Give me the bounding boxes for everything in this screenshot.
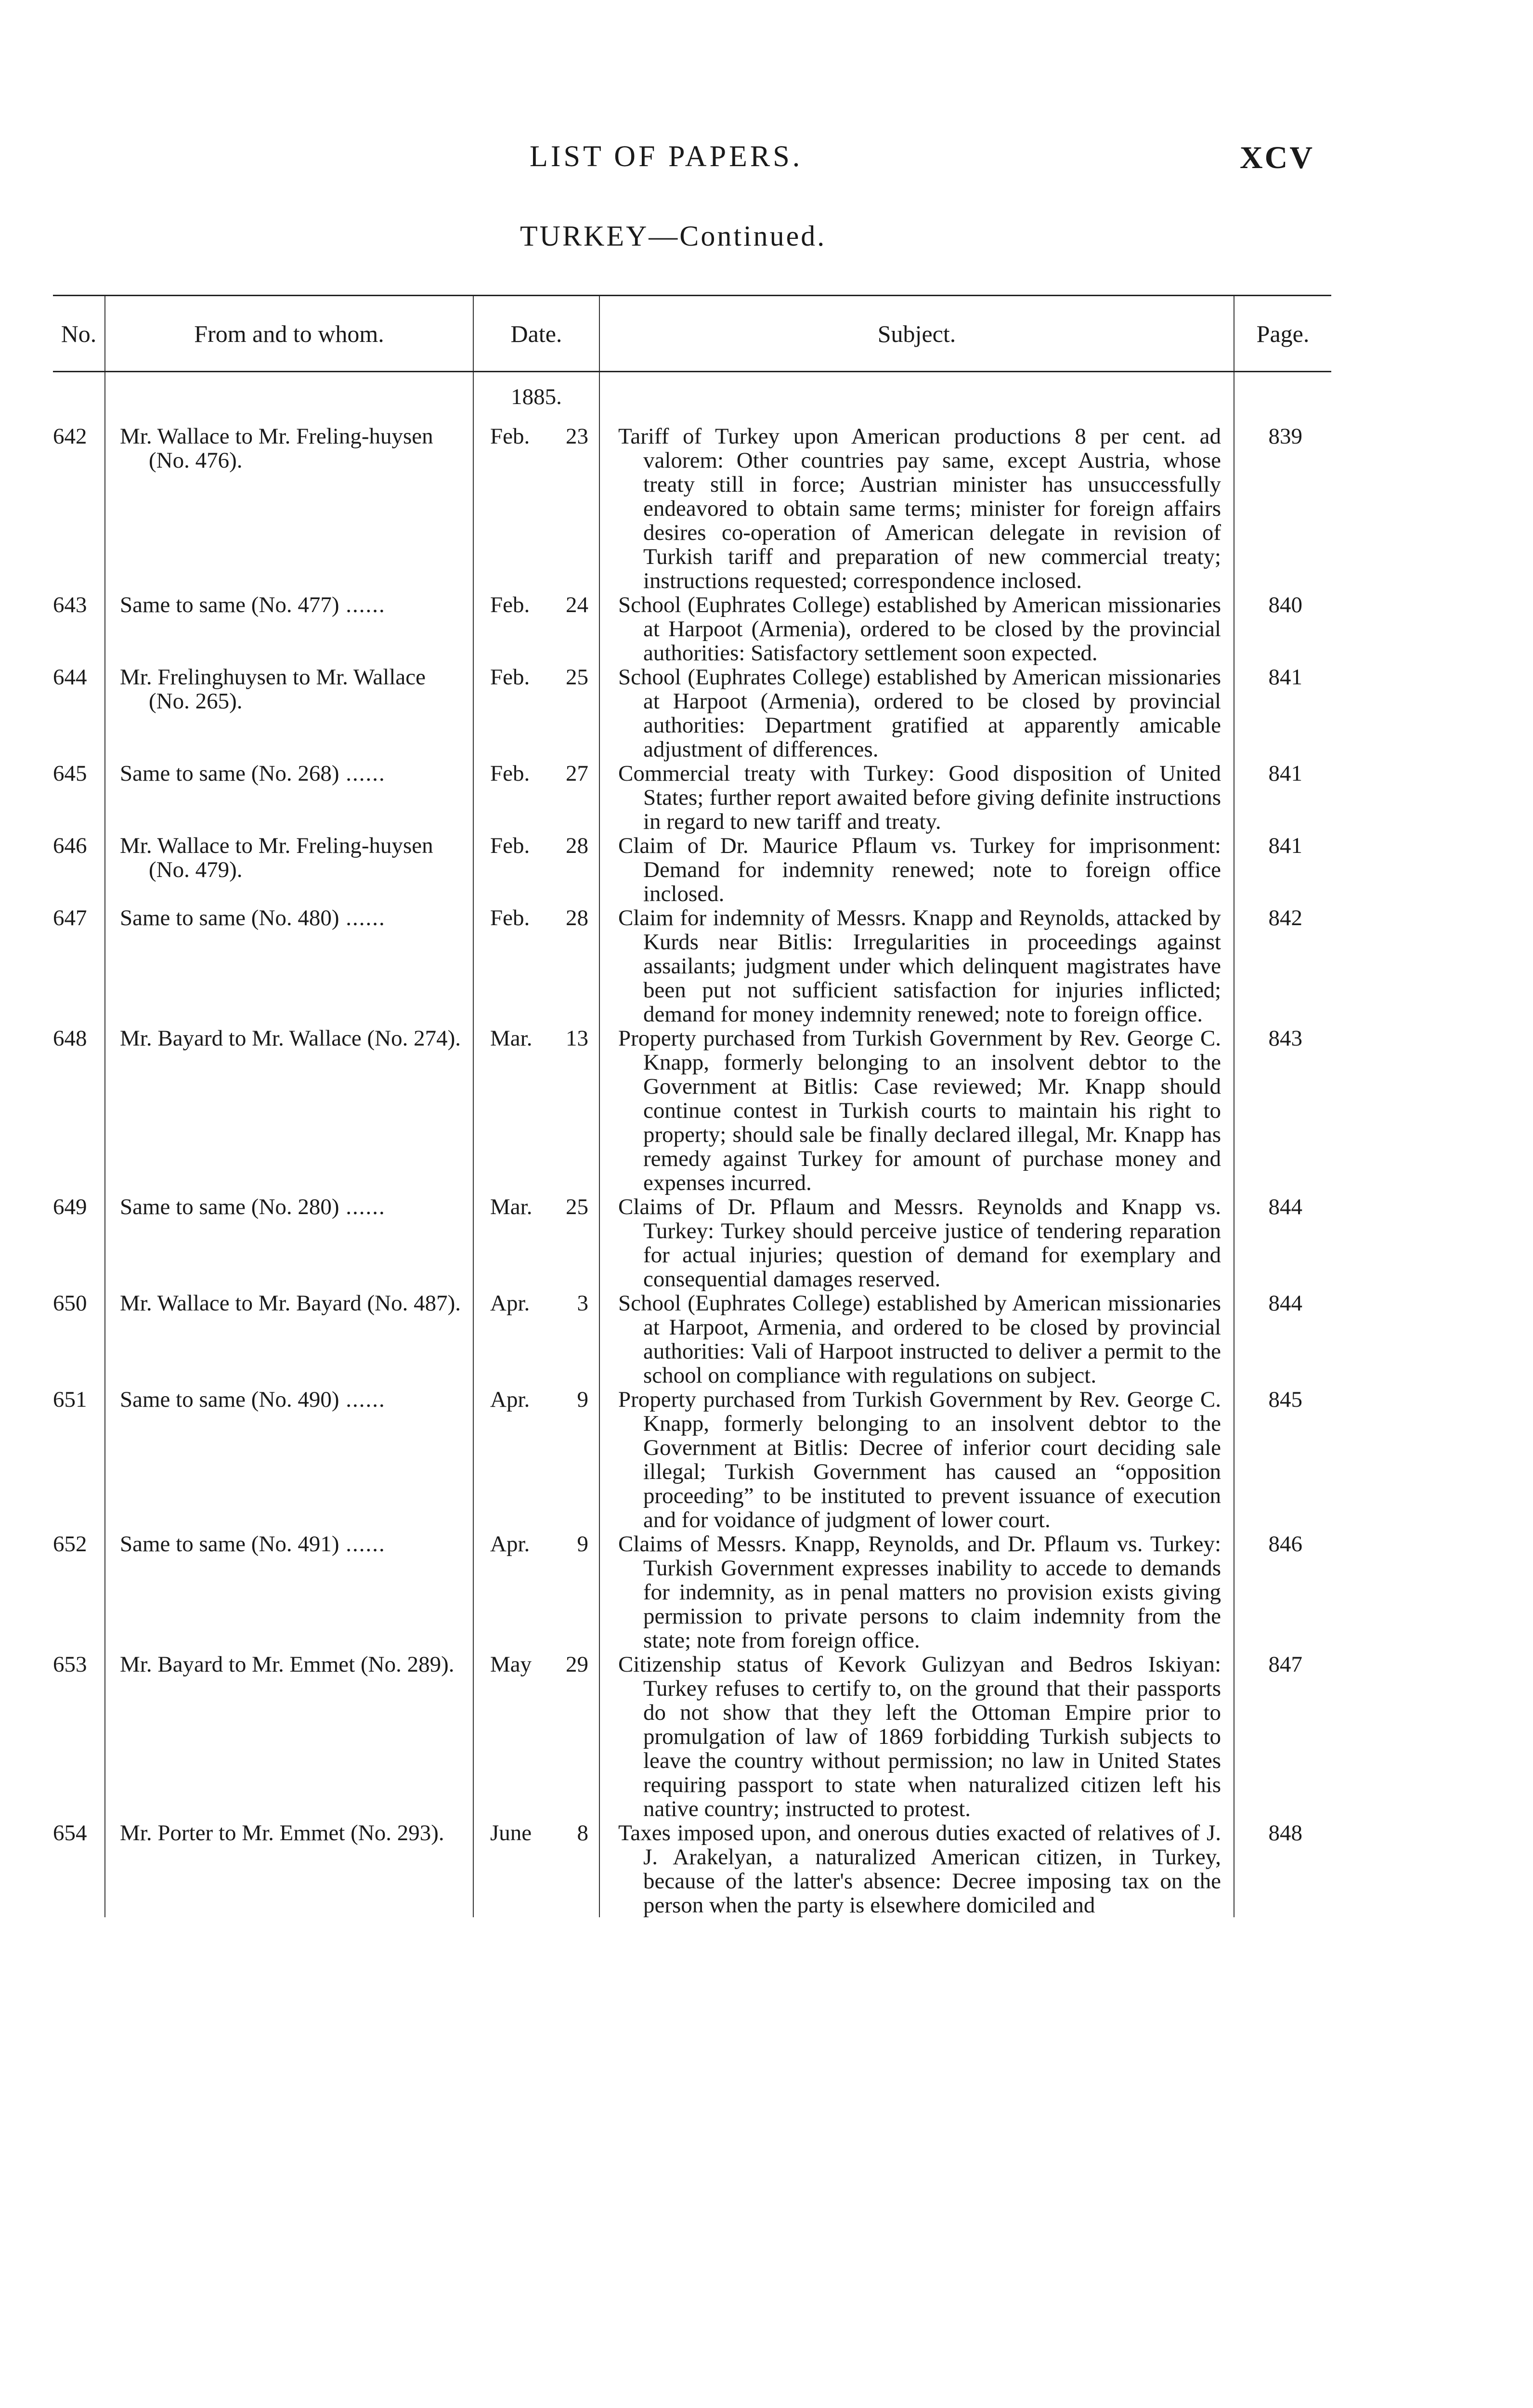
section-title: TURKEY—Continued.: [520, 220, 827, 252]
entry-date: [473, 761, 599, 834]
entry-subject-text: Claims of Dr. Pflaum and Messrs. Reynolds and Knapp vs. Turkey: Turkey should perceive justice of tendering reparation for actual injuries; question of demand for exemplary and consequential damages reserved.: [618, 1194, 1221, 1292]
entry-from-text: Mr. Wallace to Mr. Bayard (No. 487).: [120, 1291, 461, 1316]
entry-from-text: Mr. Wallace to Mr. Freling-huysen (No. 476).: [120, 424, 433, 473]
entry-subject-text: Tariff of Turkey upon American productions 8 per cent. ad valorem: Other countries pay same, except Austria, whose treaty still in force; Austrian minister has unsuccessfully endeavored to obtain same terms; minister for foreign affairs desires co-operation of American delegate in revision of Turkish tariff and preparation of new commercial treaty; instructions requested; correspondence inclosed.: [618, 424, 1221, 593]
entry-number: 646: [53, 833, 87, 858]
table-row: [53, 424, 1331, 593]
entry-number: 647: [53, 905, 87, 930]
entry-from-text: Same to same (No. 480) ......: [120, 906, 464, 930]
entry-page: 845: [1234, 1387, 1331, 1532]
entry-day: 13: [566, 1026, 588, 1051]
entry-number: 654: [53, 1820, 87, 1845]
entry-subject-text: Citizenship status of Kevork Gulizyan and Bedros Iskiyan: Turkey refuses to certify to, on the ground that their passports do not show that they left the Ottoman Empire prior to promulgation of law of 1869 forbidding Turkish subjects to leave the country without permission; no law in United States requiring passport to state when naturalized citizen left his native country; instructed to protest.: [618, 1652, 1221, 1821]
table-row: [53, 1291, 1331, 1387]
entry-from-text: Same to same (No. 490) ......: [120, 1387, 464, 1412]
table-row: [53, 1532, 1331, 1652]
entry-month: Feb.: [490, 833, 530, 858]
entry-subject-text: Claims of Messrs. Knapp, Reynolds, and Dr. Pflaum vs. Turkey: Turkish Government expresses inability to accede to demands for indemnity, as in penal matters no provision exists giving permission to private persons to claim indemnity from the state; note from foreign office.: [618, 1531, 1221, 1653]
entry-day: 3: [577, 1291, 588, 1316]
entry-number: 652: [53, 1531, 87, 1557]
entry-from-text: Mr. Wallace to Mr. Freling-huysen (No. 479).: [120, 833, 433, 882]
entry-from-text: Same to same (No. 477) ......: [120, 593, 464, 617]
entry-date: [473, 1652, 599, 1821]
entry-page: 848: [1234, 1821, 1331, 1917]
column-header-subject: Subject.: [599, 296, 1234, 372]
entry-from: [105, 424, 473, 593]
year-label: 1885.: [473, 372, 599, 425]
entry-number: 644: [53, 665, 87, 690]
entry-day: 24: [566, 592, 588, 617]
column-header-no: No.: [53, 296, 105, 372]
entry-subject-text: School (Euphrates College) established by American missionaries at Harpoot (Armenia), ordered to be closed by the provincial authorities: Satisfactory settlement soon expected.: [618, 592, 1221, 666]
entry-from: [105, 1652, 473, 1821]
entry-day: 25: [566, 1194, 588, 1219]
entry-number: 645: [53, 761, 87, 786]
entry-from: [105, 1387, 473, 1532]
entry-from: [105, 1821, 473, 1917]
entry-from: [105, 761, 473, 834]
entry-page: 847: [1234, 1652, 1331, 1821]
entry-page: 844: [1234, 1291, 1331, 1387]
entry-from-text: Mr. Porter to Mr. Emmet (No. 293).: [120, 1820, 444, 1845]
table-row: [53, 1821, 1331, 1917]
entry-number: 650: [53, 1291, 87, 1316]
entry-subject: [599, 1532, 1234, 1652]
column-header-from: From and to whom.: [105, 296, 473, 372]
entry-subject-text: Commercial treaty with Turkey: Good disposition of United States; further report awaited before giving definite instructions in regard to new tariff and treaty.: [618, 761, 1221, 834]
entry-subject-text: Claim for indemnity of Messrs. Knapp and Reynolds, attacked by Kurds near Bitlis: Irregularities in proceedings against assailants; judgment under which delinquent magistrates have been put not sufficient satisfaction for injuries inflicted; demand for money indemnity renewed; note to foreign office.: [618, 905, 1221, 1027]
column-header-date: Date.: [473, 296, 599, 372]
entry-number: 643: [53, 592, 87, 617]
entry-subject: [599, 1195, 1234, 1291]
running-head: [0, 140, 1533, 183]
entry-subject-text: Taxes imposed upon, and onerous duties exacted of relatives of J. J. Arakelyan, a naturalized American citizen, in Turkey, because of the latter's absence: Decree imposing tax on the person when the party is elsewhere domiciled and: [618, 1820, 1221, 1918]
entry-number: 653: [53, 1652, 87, 1677]
entry-subject: [599, 665, 1234, 761]
table-row: [53, 665, 1331, 761]
entry-page: 841: [1234, 761, 1331, 834]
table-row: [53, 834, 1331, 906]
entry-day: 25: [566, 665, 588, 690]
entry-date: [473, 1291, 599, 1387]
entry-subject: [599, 906, 1234, 1026]
entry-subject: [599, 1387, 1234, 1532]
entry-page: 843: [1234, 1026, 1331, 1195]
entry-number: 649: [53, 1194, 87, 1219]
running-title: LIST OF PAPERS.: [530, 140, 803, 173]
entry-from-text: Same to same (No. 491) ......: [120, 1532, 464, 1556]
entry-page: 840: [1234, 593, 1331, 665]
entry-from: [105, 665, 473, 761]
entry-date: [473, 593, 599, 665]
table-row: [53, 1652, 1331, 1821]
entry-day: 28: [566, 833, 588, 858]
table-row: [53, 1195, 1331, 1291]
entry-subject: [599, 1026, 1234, 1195]
entry-date: [473, 834, 599, 906]
entry-page: 839: [1234, 424, 1331, 593]
table-row: [53, 906, 1331, 1026]
entry-day: 9: [577, 1387, 588, 1412]
entry-month: Feb.: [490, 905, 530, 930]
entry-date: [473, 906, 599, 1026]
entry-month: Apr.: [490, 1291, 530, 1316]
entry-date: [473, 1387, 599, 1532]
entry-number: 642: [53, 424, 87, 449]
entry-from-text: Same to same (No. 280) ......: [120, 1195, 464, 1219]
entry-month: Feb.: [490, 592, 530, 617]
entry-date: [473, 424, 599, 593]
entry-day: 27: [566, 761, 588, 786]
entry-from: [105, 1195, 473, 1291]
entry-from: [105, 1532, 473, 1652]
entry-from-text: Mr. Frelinghuysen to Mr. Wallace (No. 265).: [120, 665, 426, 714]
entry-month: June: [490, 1820, 532, 1845]
entry-month: May: [490, 1652, 532, 1677]
table-row: [53, 1026, 1331, 1195]
entry-day: 23: [566, 424, 588, 449]
entry-number: 651: [53, 1387, 87, 1412]
entry-date: [473, 665, 599, 761]
entry-from: [105, 834, 473, 906]
entry-day: 29: [566, 1652, 588, 1677]
entry-day: 28: [566, 905, 588, 930]
entry-subject-text: Property purchased from Turkish Government by Rev. George C. Knapp, formerly belonging to an insolvent debtor to the Government at Bitlis: Case reviewed; Mr. Knapp should continue contest in Turkish courts to maintain his right to property; should sale be finally declared illegal, Mr. Knapp has remedy against Turkey for amount of purchase money and expenses incurred.: [618, 1026, 1221, 1195]
entry-month: Mar.: [490, 1194, 533, 1219]
entry-month: Apr.: [490, 1531, 530, 1557]
entry-subject-text: Claim of Dr. Maurice Pflaum vs. Turkey for imprisonment: Demand for indemnity renewed; note to foreign office inclosed.: [618, 833, 1221, 906]
entry-subject-text: School (Euphrates College) established by American missionaries at Harpoot, Armenia, and ordered to be closed by provincial authorities: Vali of Harpoot instructed to deliver a permit to the school on compliance with regulations on subject.: [618, 1291, 1221, 1388]
table-row: [53, 761, 1331, 834]
entry-from-text: Same to same (No. 268) ......: [120, 761, 464, 785]
entry-month: Feb.: [490, 761, 530, 786]
entry-subject: [599, 593, 1234, 665]
entry-from-text: Mr. Bayard to Mr. Emmet (No. 289).: [120, 1652, 455, 1677]
entry-subject: [599, 834, 1234, 906]
entry-subject: [599, 1821, 1234, 1917]
entry-subject-text: School (Euphrates College) established by American missionaries at Harpoot (Armenia), ordered to be closed by provincial authorities: Department gratified at apparently amicable adjustment of differences.: [618, 665, 1221, 762]
entry-number: 648: [53, 1026, 87, 1051]
entry-subject: [599, 424, 1234, 593]
entry-page: 842: [1234, 906, 1331, 1026]
entry-subject: [599, 1291, 1234, 1387]
entry-from: [105, 1291, 473, 1387]
entry-page: 841: [1234, 834, 1331, 906]
year-row: [53, 372, 1331, 425]
entry-date: [473, 1026, 599, 1195]
entry-date: [473, 1195, 599, 1291]
entry-page: 841: [1234, 665, 1331, 761]
entry-from: [105, 906, 473, 1026]
entry-subject: [599, 1652, 1234, 1821]
entry-date: [473, 1532, 599, 1652]
entry-month: Feb.: [490, 424, 530, 449]
entry-from: [105, 1026, 473, 1195]
entry-from-text: Mr. Bayard to Mr. Wallace (No. 274).: [120, 1026, 461, 1051]
entry-month: Feb.: [490, 665, 530, 690]
column-header-page: Page.: [1234, 296, 1331, 372]
entry-day: 9: [577, 1531, 588, 1557]
table-header-row: [53, 296, 1331, 372]
entry-from: [105, 593, 473, 665]
table-row: [53, 1387, 1331, 1532]
page-number: XCV: [1240, 140, 1314, 175]
entry-page: 846: [1234, 1532, 1331, 1652]
entry-month: Mar.: [490, 1026, 533, 1051]
entry-page: 844: [1234, 1195, 1331, 1291]
entry-subject-text: Property purchased from Turkish Government by Rev. George C. Knapp, formerly belonging to an insolvent debtor to the Government at Bitlis: Decree of inferior court deciding sale illegal; Turkish Government has caused an “opposition proceeding” to be instituted to prevent issuance of execution and for voidance of judgment of lower court.: [618, 1387, 1221, 1532]
entry-day: 8: [577, 1820, 588, 1845]
entry-month: Apr.: [490, 1387, 530, 1412]
table-row: [53, 593, 1331, 665]
entry-subject: [599, 761, 1234, 834]
papers-table: [53, 295, 1331, 1917]
entry-date: [473, 1821, 599, 1917]
